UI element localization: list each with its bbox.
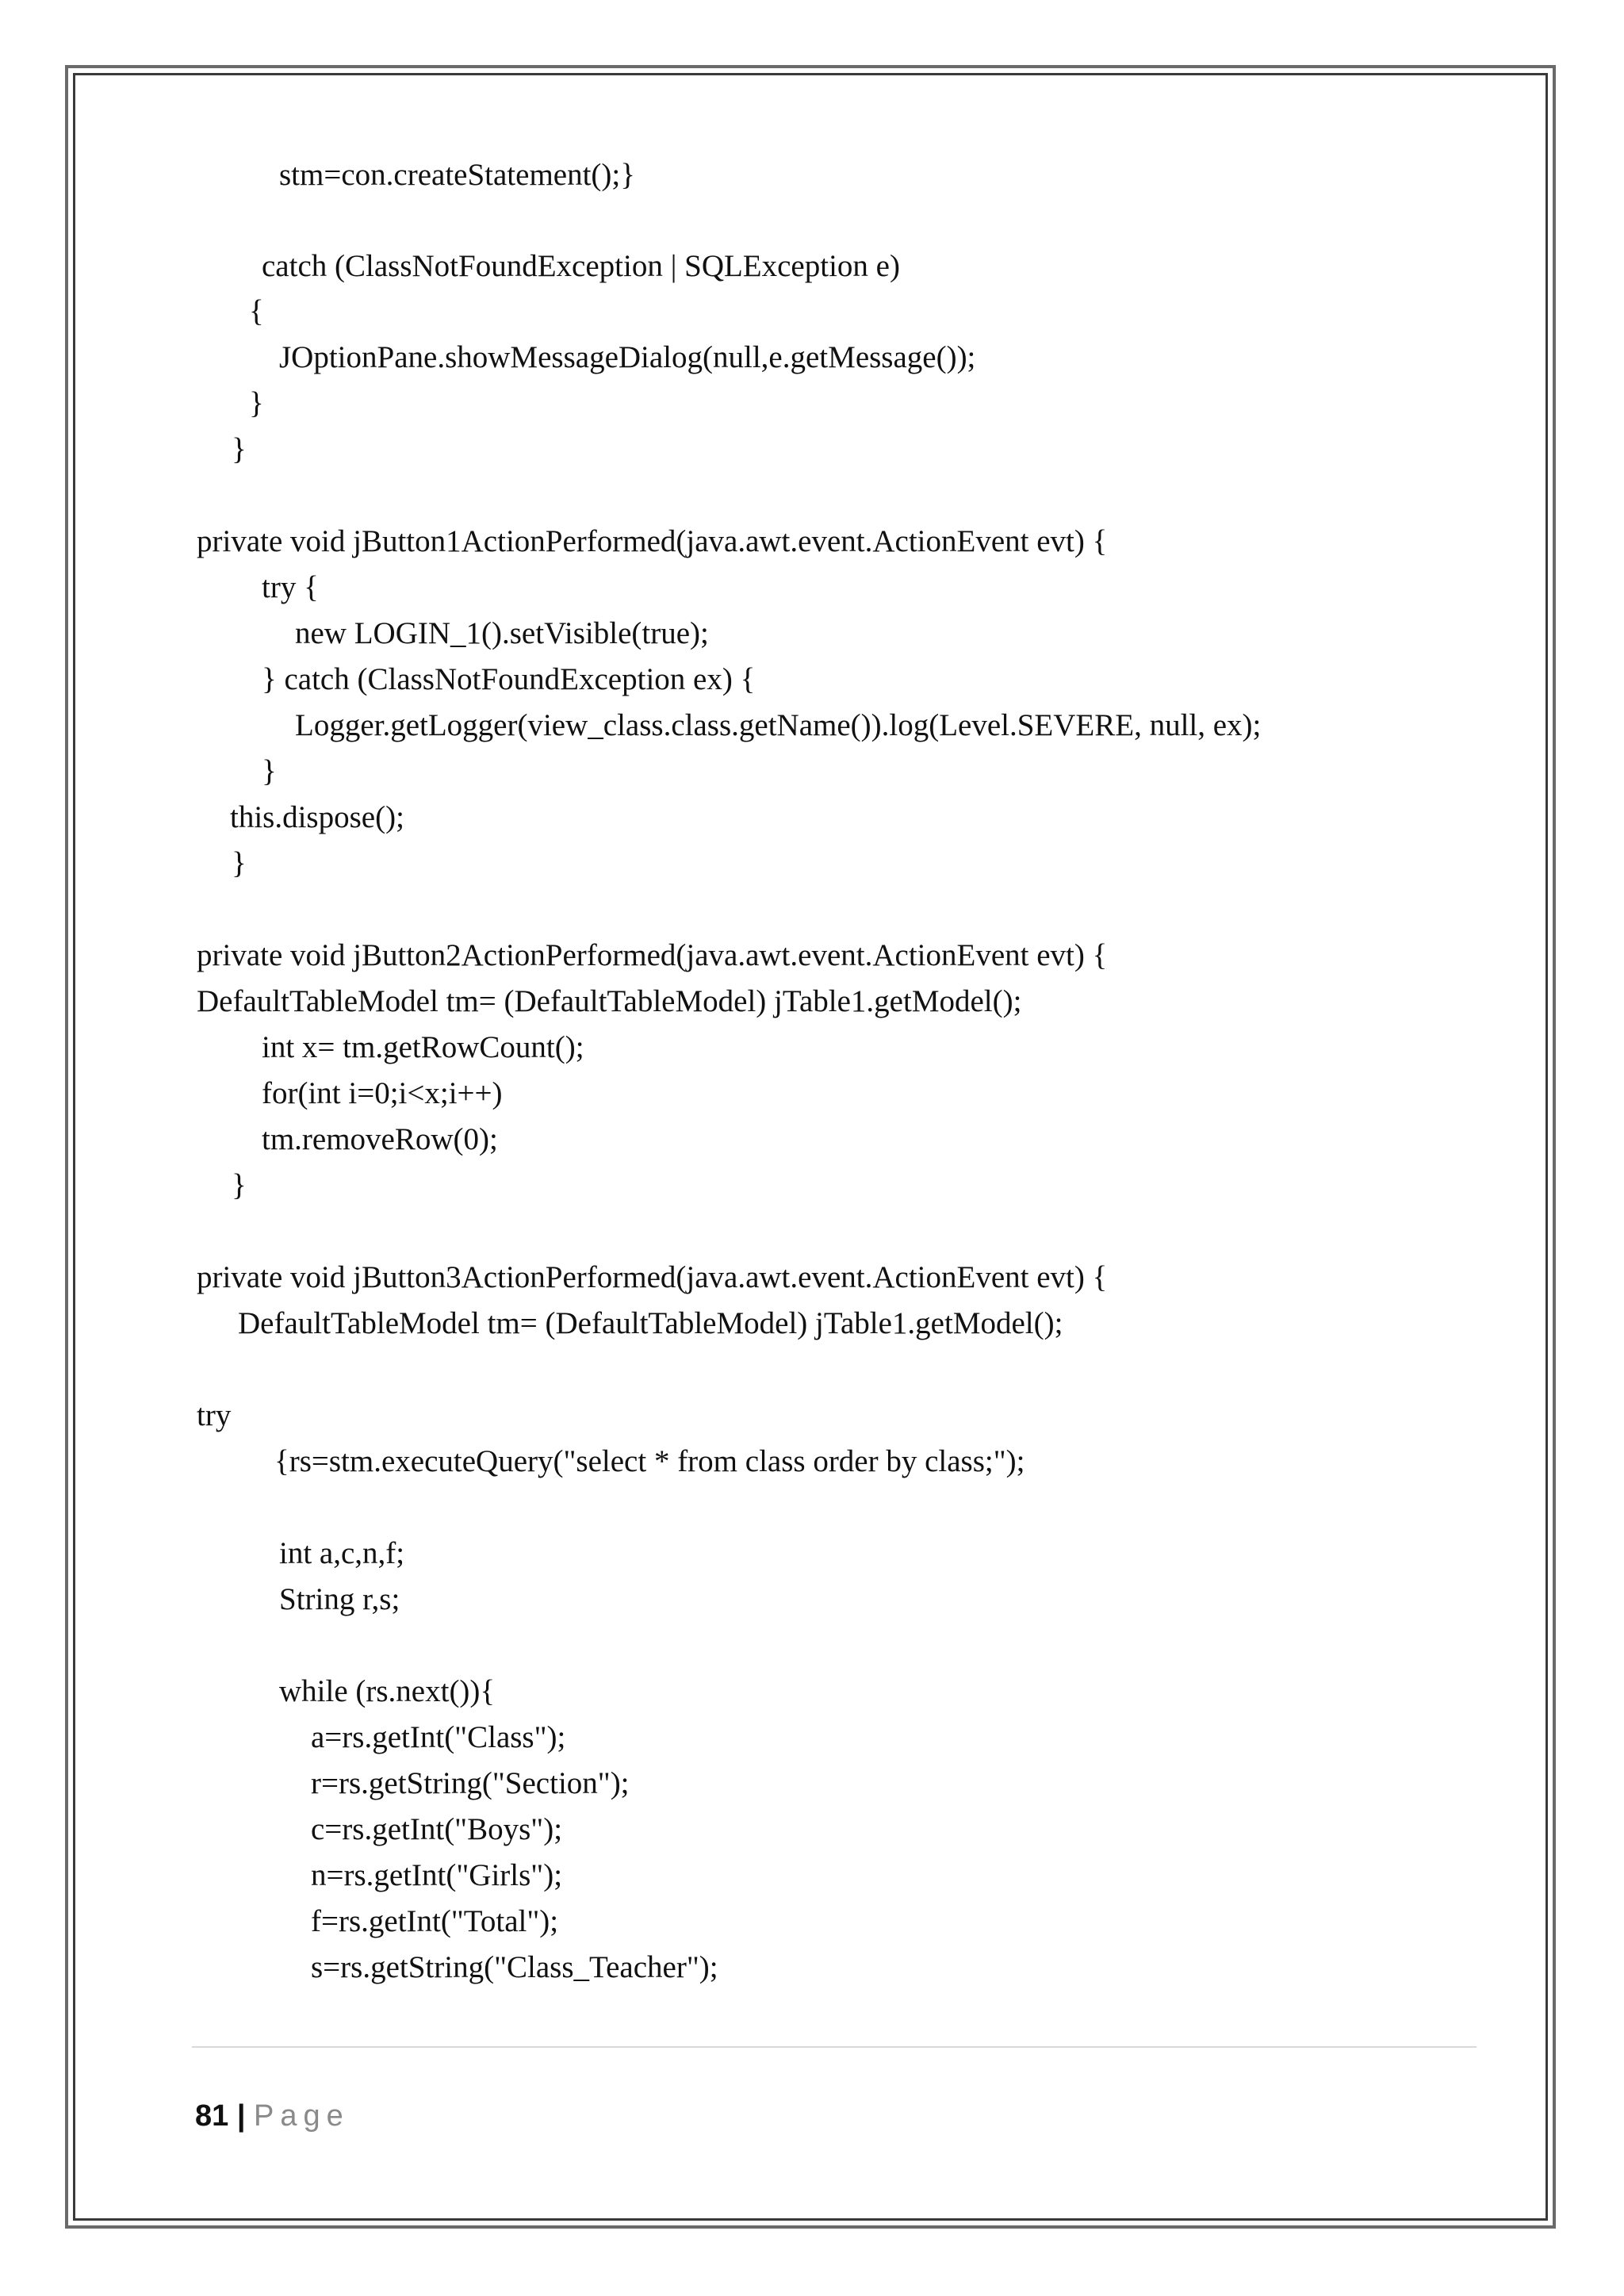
footer-divider bbox=[192, 2046, 1477, 2048]
code-line: } catch (ClassNotFoundException ex) { bbox=[262, 662, 756, 696]
code-line: } bbox=[232, 846, 247, 880]
code-line: a=rs.getInt("Class"); bbox=[311, 1720, 566, 1754]
code-line: {rs=stm.executeQuery("select * from class order by class;"); bbox=[274, 1444, 1025, 1478]
code-line: stm=con.createStatement();} bbox=[279, 158, 635, 192]
code-line: tm.removeRow(0); bbox=[262, 1122, 498, 1156]
code-line: { bbox=[249, 294, 264, 328]
code-line: for(int i=0;i<x;i++) bbox=[262, 1076, 503, 1110]
code-line: n=rs.getInt("Girls"); bbox=[311, 1858, 563, 1892]
code-line: private void jButton3ActionPerformed(java.awt.event.ActionEvent evt) { bbox=[197, 1260, 1108, 1294]
code-line: this.dispose(); bbox=[230, 800, 404, 834]
page-footer bbox=[195, 2098, 350, 2134]
code-line: String r,s; bbox=[279, 1582, 400, 1616]
code-line: Logger.getLogger(view_class.class.getName()).log(Level.SEVERE, null, ex); bbox=[295, 708, 1262, 742]
code-line: new LOGIN_1().setVisible(true); bbox=[295, 616, 709, 650]
code-line: c=rs.getInt("Boys"); bbox=[311, 1812, 563, 1846]
code-line: private void jButton1ActionPerformed(java.awt.event.ActionEvent evt) { bbox=[197, 524, 1108, 558]
code-line: } bbox=[232, 432, 247, 466]
code-line: int x= tm.getRowCount(); bbox=[262, 1030, 584, 1064]
code-line: } bbox=[262, 754, 277, 788]
code-line: int a,c,n,f; bbox=[279, 1536, 405, 1570]
code-line: } bbox=[232, 1168, 247, 1202]
code-line: JOptionPane.showMessageDialog(null,e.getMessage()); bbox=[279, 340, 976, 374]
code-line: while (rs.next()){ bbox=[279, 1674, 496, 1708]
code-line: f=rs.getInt("Total"); bbox=[311, 1904, 559, 1938]
code-line: private void jButton2ActionPerformed(java.awt.event.ActionEvent evt) { bbox=[197, 938, 1108, 972]
code-line: catch (ClassNotFoundException | SQLException e) bbox=[262, 249, 900, 283]
code-line: DefaultTableModel tm= (DefaultTableModel) jTable1.getModel(); bbox=[197, 984, 1022, 1018]
page-number: 81 bbox=[195, 2099, 229, 2133]
code-line: r=rs.getString("Section"); bbox=[311, 1766, 630, 1800]
page-separator: | bbox=[236, 2099, 246, 2133]
code-line: try bbox=[197, 1398, 232, 1432]
code-line: try { bbox=[262, 570, 319, 604]
code-line: } bbox=[249, 386, 264, 420]
code-line: s=rs.getString("Class_Teacher"); bbox=[311, 1950, 718, 1984]
page-label: Page bbox=[254, 2099, 350, 2133]
code-line: DefaultTableModel tm= (DefaultTableModel) jTable1.getModel(); bbox=[238, 1306, 1063, 1340]
